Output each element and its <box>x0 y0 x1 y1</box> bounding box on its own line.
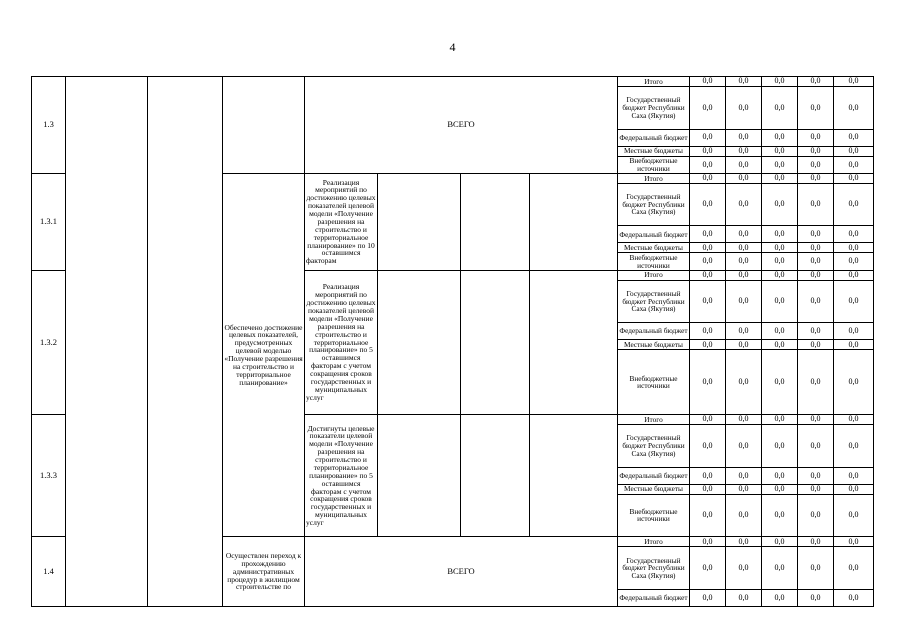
value-cell: 0,0 <box>726 415 762 425</box>
value-cell: 0,0 <box>762 537 798 547</box>
value-cell: 0,0 <box>726 226 762 243</box>
merged-col-2 <box>66 77 148 607</box>
funding-source: Итого <box>618 77 690 87</box>
value-cell: 0,0 <box>834 226 874 243</box>
value-cell: 0,0 <box>798 226 834 243</box>
value-cell: 0,0 <box>798 547 834 590</box>
value-cell: 0,0 <box>834 173 874 183</box>
value-cell: 0,0 <box>762 494 798 537</box>
indicator-cell <box>530 415 618 537</box>
value-cell: 0,0 <box>798 270 834 280</box>
value-cell: 0,0 <box>798 129 834 146</box>
value-cell: 0,0 <box>726 173 762 183</box>
funding-source: Внебюджетные источники <box>618 253 690 270</box>
funding-source: Внебюджетные источники <box>618 156 690 173</box>
value-cell: 0,0 <box>762 173 798 183</box>
value-cell: 0,0 <box>762 253 798 270</box>
value-cell: 0,0 <box>798 156 834 173</box>
value-cell: 0,0 <box>834 415 874 425</box>
value-cell: 0,0 <box>726 253 762 270</box>
value-cell: 0,0 <box>834 183 874 226</box>
value-cell: 0,0 <box>798 173 834 183</box>
value-cell: 0,0 <box>690 323 726 340</box>
row-number: 1.3.2 <box>32 270 66 414</box>
value-cell: 0,0 <box>762 350 798 415</box>
value-cell: 0,0 <box>690 415 726 425</box>
value-cell: 0,0 <box>798 86 834 129</box>
value-cell: 0,0 <box>834 467 874 484</box>
value-cell: 0,0 <box>690 340 726 350</box>
value-cell: 0,0 <box>834 484 874 494</box>
value-cell: 0,0 <box>834 280 874 323</box>
funding-source: Внебюджетные источники <box>618 350 690 415</box>
value-cell: 0,0 <box>762 484 798 494</box>
value-cell: 0,0 <box>798 589 834 606</box>
value-cell: 0,0 <box>834 589 874 606</box>
value-cell: 0,0 <box>690 226 726 243</box>
value-cell: 0,0 <box>690 547 726 590</box>
value-cell: 0,0 <box>690 253 726 270</box>
value-cell: 0,0 <box>762 226 798 243</box>
deadline-cell <box>461 270 530 414</box>
funding-source: Федеральный бюджет <box>618 226 690 243</box>
value-cell: 0,0 <box>726 243 762 253</box>
program-table <box>31 76 874 607</box>
value-cell: 0,0 <box>762 156 798 173</box>
value-cell: 0,0 <box>762 589 798 606</box>
result-cell-empty <box>223 77 305 174</box>
value-cell: 0,0 <box>726 156 762 173</box>
value-cell: 0,0 <box>726 425 762 468</box>
activity-description: Достигнуты целевые показатели целевой модели «Получение разрешения на строительство и территориальное планирование» по 5 оставшимся факторам с учетом сокращения сроков государственных и муниципальных услуг <box>305 415 378 537</box>
indicator-cell <box>530 173 618 270</box>
deadline-cell <box>461 173 530 270</box>
value-cell: 0,0 <box>798 350 834 415</box>
value-cell: 0,0 <box>690 129 726 146</box>
funding-source: Государственный бюджет Республики Саха (Якутия) <box>618 280 690 323</box>
value-cell: 0,0 <box>726 77 762 87</box>
funding-source: Местные бюджеты <box>618 243 690 253</box>
value-cell: 0,0 <box>690 280 726 323</box>
value-cell: 0,0 <box>690 467 726 484</box>
value-cell: 0,0 <box>690 173 726 183</box>
value-cell: 0,0 <box>834 494 874 537</box>
value-cell: 0,0 <box>762 323 798 340</box>
funding-source: Внебюджетные источники <box>618 494 690 537</box>
value-cell: 0,0 <box>834 77 874 87</box>
funding-source: Итого <box>618 415 690 425</box>
funding-source: Государственный бюджет Республики Саха (Якутия) <box>618 547 690 590</box>
value-cell: 0,0 <box>834 323 874 340</box>
value-cell: 0,0 <box>834 350 874 415</box>
value-cell: 0,0 <box>762 425 798 468</box>
funding-source: Федеральный бюджет <box>618 589 690 606</box>
row-number: 1.3.1 <box>32 173 66 270</box>
responsible-cell <box>378 415 461 537</box>
row-number: 1.3 <box>32 77 66 174</box>
value-cell: 0,0 <box>834 243 874 253</box>
value-cell: 0,0 <box>690 183 726 226</box>
value-cell: 0,0 <box>762 467 798 484</box>
value-cell: 0,0 <box>834 547 874 590</box>
value-cell: 0,0 <box>798 537 834 547</box>
value-cell: 0,0 <box>762 183 798 226</box>
funding-source: Итого <box>618 270 690 280</box>
value-cell: 0,0 <box>834 129 874 146</box>
value-cell: 0,0 <box>690 77 726 87</box>
value-cell: 0,0 <box>726 146 762 156</box>
funding-source: Государственный бюджет Республики Саха (Якутия) <box>618 86 690 129</box>
value-cell: 0,0 <box>834 270 874 280</box>
value-cell: 0,0 <box>726 129 762 146</box>
deadline-cell <box>461 415 530 537</box>
value-cell: 0,0 <box>798 280 834 323</box>
value-cell: 0,0 <box>798 323 834 340</box>
value-cell: 0,0 <box>798 253 834 270</box>
value-cell: 0,0 <box>798 146 834 156</box>
funding-source: Итого <box>618 537 690 547</box>
value-cell: 0,0 <box>690 243 726 253</box>
value-cell: 0,0 <box>834 537 874 547</box>
page-number: 4 <box>449 40 456 54</box>
value-cell: 0,0 <box>834 340 874 350</box>
funding-source: Федеральный бюджет <box>618 323 690 340</box>
row-number: 1.4 <box>32 537 66 607</box>
value-cell: 0,0 <box>726 350 762 415</box>
funding-source: Местные бюджеты <box>618 146 690 156</box>
total-label: ВСЕГО <box>305 537 618 607</box>
result-cell: Обеспечено достижение целевых показателей, предусмотренных целевой моделью «Получение разрешения на строительство и территориальное планирование» <box>223 173 305 536</box>
value-cell: 0,0 <box>726 280 762 323</box>
responsible-cell <box>378 270 461 414</box>
result-cell: Осуществлен переход к прохождению административных процедур в жилищном строительстве по <box>223 537 305 607</box>
value-cell: 0,0 <box>690 425 726 468</box>
value-cell: 0,0 <box>726 537 762 547</box>
value-cell: 0,0 <box>834 425 874 468</box>
value-cell: 0,0 <box>762 547 798 590</box>
value-cell: 0,0 <box>726 340 762 350</box>
value-cell: 0,0 <box>762 243 798 253</box>
value-cell: 0,0 <box>690 146 726 156</box>
merged-col-3 <box>148 77 223 607</box>
value-cell: 0,0 <box>762 129 798 146</box>
funding-source: Федеральный бюджет <box>618 467 690 484</box>
value-cell: 0,0 <box>726 183 762 226</box>
activity-description: Реализация мероприятий по достижению целевых показателей целевой модели «Получение разрешения на строительство и территориальное планирование» по 10 оставшимся факторам <box>305 173 378 270</box>
value-cell: 0,0 <box>798 415 834 425</box>
value-cell: 0,0 <box>798 340 834 350</box>
value-cell: 0,0 <box>798 467 834 484</box>
activity-description: Реализация мероприятий по достижению целевых показателей целевой модели «Получение разрешения на строительство и территориальное планирование» по 5 оставшимся факторам с учетом сокращения сроков государственных и муниципальных услуг <box>305 270 378 414</box>
value-cell: 0,0 <box>690 156 726 173</box>
value-cell: 0,0 <box>834 156 874 173</box>
value-cell: 0,0 <box>762 270 798 280</box>
funding-source: Местные бюджеты <box>618 484 690 494</box>
value-cell: 0,0 <box>726 484 762 494</box>
value-cell: 0,0 <box>762 77 798 87</box>
value-cell: 0,0 <box>762 86 798 129</box>
value-cell: 0,0 <box>726 86 762 129</box>
value-cell: 0,0 <box>690 270 726 280</box>
value-cell: 0,0 <box>762 415 798 425</box>
value-cell: 0,0 <box>726 270 762 280</box>
value-cell: 0,0 <box>798 183 834 226</box>
value-cell: 0,0 <box>690 494 726 537</box>
value-cell: 0,0 <box>690 589 726 606</box>
value-cell: 0,0 <box>690 86 726 129</box>
funding-source: Итого <box>618 173 690 183</box>
value-cell: 0,0 <box>726 589 762 606</box>
value-cell: 0,0 <box>690 484 726 494</box>
value-cell: 0,0 <box>726 323 762 340</box>
row-number: 1.3.3 <box>32 415 66 537</box>
value-cell: 0,0 <box>834 253 874 270</box>
value-cell: 0,0 <box>690 350 726 415</box>
value-cell: 0,0 <box>798 425 834 468</box>
funding-source: Государственный бюджет Республики Саха (Якутия) <box>618 183 690 226</box>
value-cell: 0,0 <box>798 77 834 87</box>
indicator-cell <box>530 270 618 414</box>
funding-source: Государственный бюджет Республики Саха (Якутия) <box>618 425 690 468</box>
responsible-cell <box>378 173 461 270</box>
value-cell: 0,0 <box>726 547 762 590</box>
value-cell: 0,0 <box>834 146 874 156</box>
value-cell: 0,0 <box>798 494 834 537</box>
funding-source: Федеральный бюджет <box>618 129 690 146</box>
value-cell: 0,0 <box>798 484 834 494</box>
value-cell: 0,0 <box>798 243 834 253</box>
value-cell: 0,0 <box>834 86 874 129</box>
value-cell: 0,0 <box>762 280 798 323</box>
funding-source: Местные бюджеты <box>618 340 690 350</box>
value-cell: 0,0 <box>726 467 762 484</box>
value-cell: 0,0 <box>690 537 726 547</box>
total-label: ВСЕГО <box>305 77 618 174</box>
value-cell: 0,0 <box>762 340 798 350</box>
value-cell: 0,0 <box>726 494 762 537</box>
value-cell: 0,0 <box>762 146 798 156</box>
